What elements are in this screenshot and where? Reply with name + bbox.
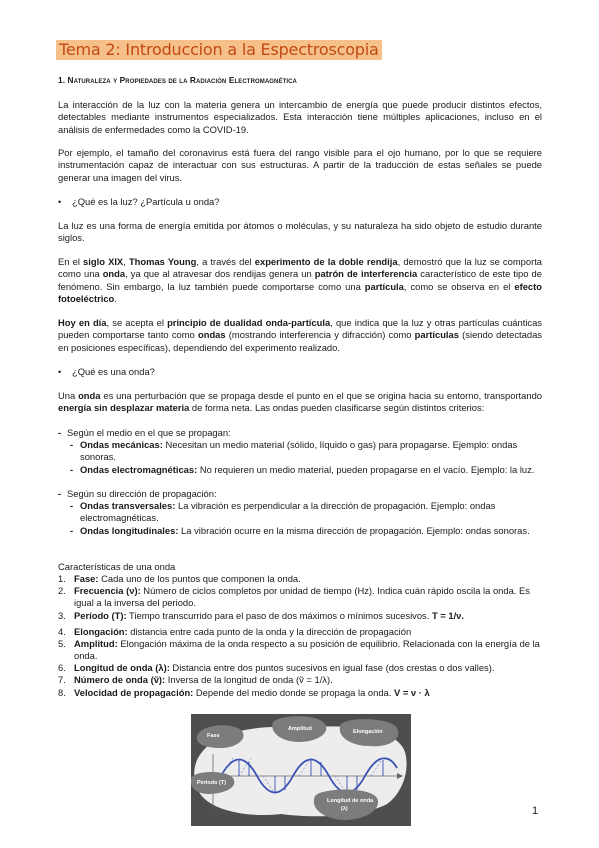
label-fase: Fase <box>207 733 220 739</box>
ondas-electromagneticas-item: - Ondas electromagnéticas: No requieren un medio material, pueden propagarse en el vacío. Ejemplo: la luz. <box>70 464 535 475</box>
characteristic-item: 7. Número de onda (ṽ): Inversa de la longitud de onda (ṽ = 1/λ). <box>58 674 333 685</box>
intro-paragraph-1: La interacción de la luz con la materia genera un intercambio de energía que puede producir distintos efectos, detectables mediante instrumentos especializados. Esta interacción tiene múltiples aplicaciones, incluso en el análisis de enfermedades como la COVID-19. <box>58 99 542 135</box>
bullet-question-onda-text: ¿Qué es una onda? <box>72 366 155 377</box>
section-heading <box>58 75 297 85</box>
wave-diagram <box>191 714 411 826</box>
characteristic-item: 1. Fase: Cada uno de los puntos que componen la onda. <box>58 573 301 584</box>
caracteristicas-heading: Características de una onda <box>58 561 176 572</box>
young-paragraph: En el siglo XIX, Thomas Young, a través del experimento de la doble rendija, demostró que la luz se comporta como una onda, ya que al atravesar dos rendijas genera un patrón de interferencia característico de este tipo de fenómeno. Sin embargo, la luz también puede comportarse como una partícula, como se observa en el efecto fotoeléctrico. <box>58 256 543 304</box>
label-elongacion: Elongación <box>353 729 383 735</box>
criterio-medio: - Según el medio en el que se propagan: <box>58 427 231 438</box>
ondas-transversales-item: - Ondas transversales: La vibración es perpendicular a la dirección de propagación. Ejemplo: ondas electromagnéticas. <box>70 500 496 524</box>
bullet-question-luz: • ¿Qué es la luz? ¿Partícula u onda? <box>58 196 220 207</box>
ondas-mecanicas-item: - Ondas mecánicas: Necesitan un medio material (sólido, líquido o gas) para propagarse. Ejemplo: ondas sonoras. <box>70 439 518 463</box>
onda-paragraph: Una onda es una perturbación que se propaga desde el punto en el que se origina hacia su entorno, transportando energía sin desplazar materia de forma neta. Las ondas pueden clasificarse según distintos criterios: <box>58 390 542 414</box>
dualidad-paragraph: Hoy en día, se acepta el principio de dualidad onda-partícula, que indica que la luz y otras partículas cuánticas pueden comportarse tanto como ondas (mostrando interferencia y difracción) como partículas (siendo detectadas en posiciones específicas), dependiendo del experimento realizado. <box>58 317 542 353</box>
label-longitud: Longitud de onda <box>327 798 374 804</box>
characteristic-item: 3. Período (T): Tiempo transcurrido para el paso de dos máximos o mínimos sucesivos. T = 1/ν. <box>58 610 465 621</box>
criterio-direccion: - Según su dirección de propagación: <box>58 488 217 499</box>
characteristic-item: 2. Frecuencia (ν): Número de ciclos completos por unidad de tiempo (Hz). Indica cuán rápido oscila la onda. Es igual a la inversa del periodo. <box>58 585 530 609</box>
bullet-question-onda: • ¿Qué es una onda? <box>58 366 155 377</box>
characteristic-item: 6. Longitud de onda (λ): Distancia entre dos puntos sucesivos en igual fase (dos crestas o dos valles). <box>58 662 495 673</box>
luz-paragraph: La luz es una forma de energía emitida por átomos o moléculas, y su naturaleza ha sido objeto de estudio durante siglos. <box>58 220 542 244</box>
characteristic-item: 4. Elongación: distancia entre cada punto de la onda y la dirección de propagación <box>58 626 412 637</box>
section-heading-text: 1. Naturaleza y Propiedades de la Radiación Electromagnética <box>58 75 297 85</box>
intro-paragraph-2: Por ejemplo, el tamaño del coronavirus está fuera del rango visible para el ojo humano, por lo que se requiere instrumentación capaz de interactuar con sus estructuras. A partir de la traducción de estas señales se puede generar una imagen del virus. <box>58 147 542 183</box>
label-amplitud: Amplitud <box>288 726 312 732</box>
page-number: 1 <box>532 805 539 817</box>
characteristic-item: 5. Amplitud: Elongación máxima de la onda respecto a su posición de equilibrio. Relacionada con la energía de la onda. <box>58 638 540 662</box>
bullet-question-luz-text: ¿Qué es la luz? ¿Partícula u onda? <box>72 196 220 207</box>
ondas-longitudinales-item: - Ondas longitudinales: La vibración ocurre en la misma dirección de propagación. Ejemplo: ondas sonoras. <box>70 525 530 536</box>
page-title: Tema 2: Introduccion a la Espectroscopia <box>56 40 382 60</box>
label-lambda: (λ) <box>341 806 348 812</box>
label-periodo: Periodo (T) <box>197 780 227 786</box>
characteristic-item: 8. Velocidad de propagación: Depende del medio donde se propaga la onda. V = ν · λ <box>58 687 430 698</box>
wave-diagram-figure <box>191 714 411 826</box>
